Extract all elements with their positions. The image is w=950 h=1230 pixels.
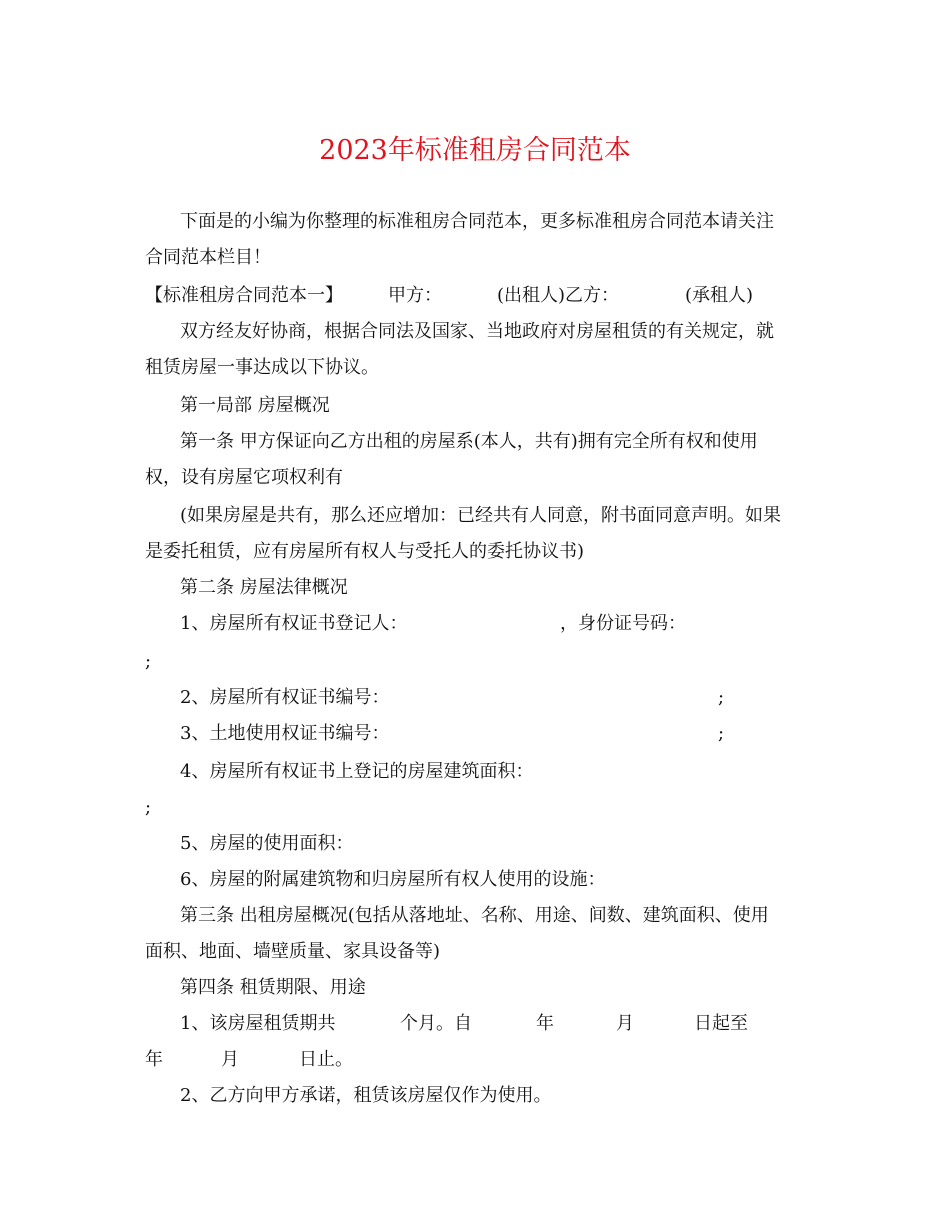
item-3-end: ;	[718, 723, 725, 744]
item-4-label: 4、房屋所有权证书上登记的房屋建筑面积：	[180, 761, 534, 782]
item-2-end: ;	[718, 687, 725, 708]
intro-line-2: 合同范本栏目！	[145, 247, 271, 268]
item-2-line	[180, 686, 780, 710]
item-1-line	[180, 612, 780, 636]
term-start-year-label: 年	[536, 1013, 554, 1034]
note-line-2: 是委托租赁，应有房屋所有权人与受托人的委托协议书)	[145, 541, 585, 562]
party-a-label: 甲方：	[388, 285, 442, 306]
term-end-month-label: 月	[221, 1049, 239, 1070]
id-number-label: ，身份证号码：	[560, 613, 686, 634]
intro-line-1: 下面是的小编为你整理的标准租房合同范本，更多标准租房合同范本请关注	[180, 211, 774, 232]
article-4-heading: 第四条 租赁期限、用途	[180, 977, 366, 998]
term-period-label: 1、该房屋租赁期共	[180, 1013, 336, 1034]
article-1-line-2: 权，设有房屋它项权利有	[145, 467, 343, 488]
note-line-1: (如果房屋是共有，那么还应增加：已经共有人同意，附书面同意声明。如果	[180, 505, 782, 526]
item-4-end: ;	[145, 797, 152, 818]
term-start-month-label: 月	[616, 1013, 634, 1034]
template-heading: 【标准租房合同范本一】	[145, 285, 343, 306]
item-5-label: 5、房屋的使用面积：	[180, 833, 354, 854]
item-1-label: 1、房屋所有权证书登记人：	[180, 613, 408, 634]
lessee-label: (承租人)	[685, 285, 754, 306]
term-line-1	[180, 1012, 780, 1036]
term-line-2	[145, 1048, 545, 1072]
parties-line	[145, 284, 845, 308]
item-1-end: ;	[145, 651, 152, 672]
article-1-line-1: 第一条 甲方保证向乙方出租的房屋系(本人，共有)拥有完全所有权和使用	[180, 431, 758, 452]
term-start-day-label: 日起至	[694, 1013, 748, 1034]
term-months-label: 个月。自	[400, 1013, 472, 1034]
use-clause: 2、乙方向甲方承诺，租赁该房屋仅作为使用。	[180, 1085, 552, 1106]
document-title: 2023年标准租房合同范本	[319, 135, 631, 166]
term-end-year-label: 年	[145, 1049, 163, 1070]
part-1-heading: 第一局部 房屋概况	[180, 395, 330, 416]
item-3-label: 3、土地使用权证书编号：	[180, 723, 390, 744]
preamble-line-2: 租赁房屋一事达成以下协议。	[145, 357, 379, 378]
preamble-line-1: 双方经友好协商，根据合同法及国家、当地政府对房屋租赁的有关规定，就	[180, 321, 774, 342]
article-2-heading: 第二条 房屋法律概况	[180, 577, 348, 598]
term-end-day-label: 日止。	[299, 1049, 353, 1070]
article-3-line-2: 面积、地面、墙壁质量、家具设备等)	[145, 941, 441, 962]
item-3-line	[180, 722, 780, 746]
item-2-label: 2、房屋所有权证书编号：	[180, 687, 390, 708]
article-3-line-1: 第三条 出租房屋概况(包括从落地址、名称、用途、间数、建筑面积、使用	[180, 905, 769, 926]
lessor-label: (出租人)乙方：	[497, 285, 620, 306]
item-6-label: 6、房屋的附属建筑物和归房屋所有权人使用的设施：	[180, 869, 606, 890]
